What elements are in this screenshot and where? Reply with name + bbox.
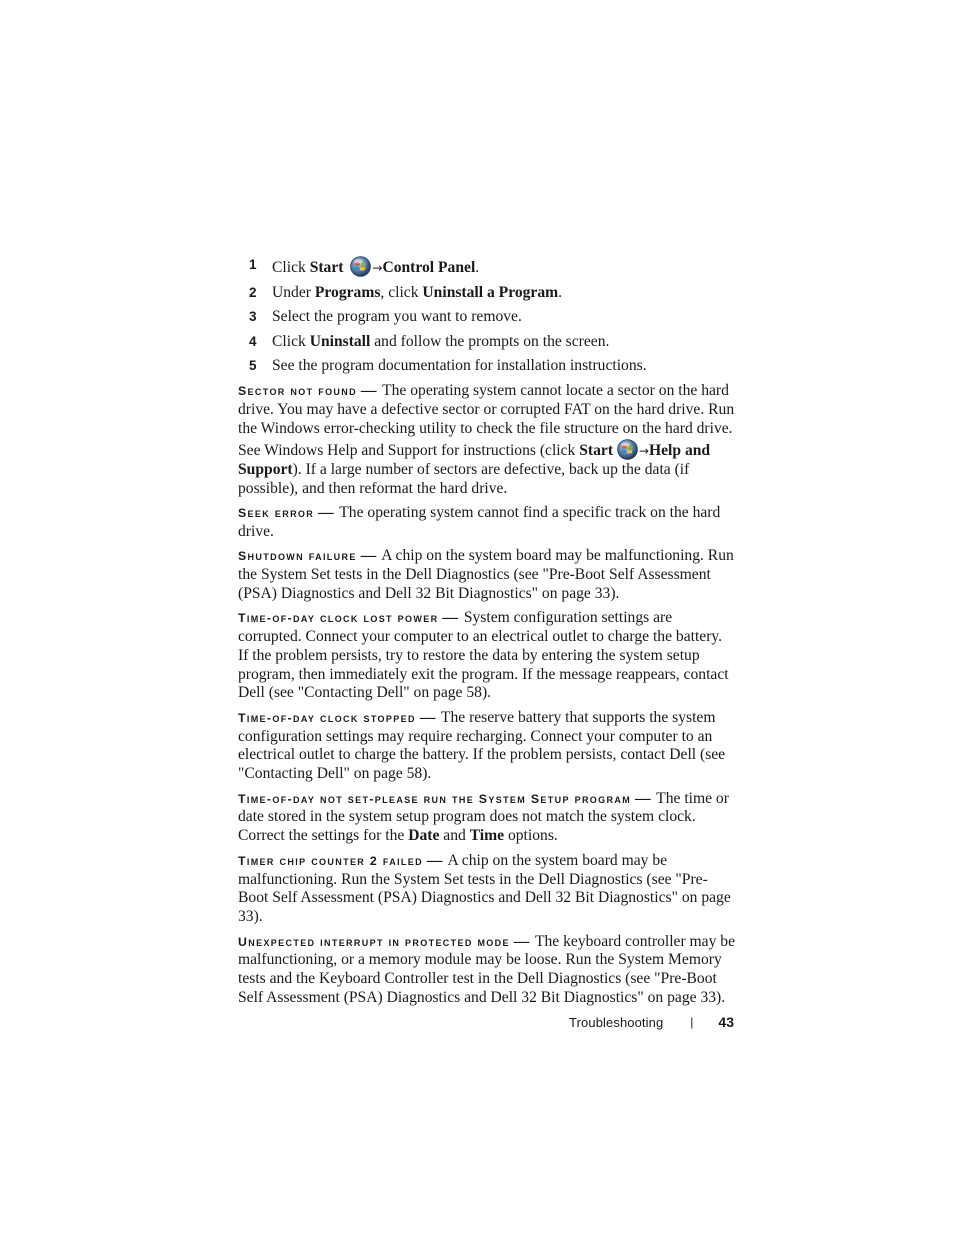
control-panel-label: Control Panel (382, 259, 476, 276)
procedure-steps (238, 256, 736, 376)
em-dash: — (513, 932, 530, 950)
arrow-icon: → (372, 261, 383, 275)
page-footer (569, 1014, 734, 1030)
entry-text: ). If a large number of sectors are defective, back up the data (if possible), and then reformat the hard drive. (238, 460, 690, 497)
entry-text: A chip on the system board may be malfunctioning. Run the System Set tests in the Dell Diagnostics (see "Pre-Boot Self Assessment (PSA) Diagnostics and Dell 32 Bit Diagnostics" on page 33). (238, 546, 734, 602)
step-text: . (558, 283, 563, 301)
em-dash: — (360, 381, 377, 399)
step-text: See the program documentation for installation instructions. (272, 357, 647, 375)
step-number: 4 (249, 333, 257, 349)
step-1 (238, 256, 736, 278)
entry-term: Sector not found (238, 383, 357, 398)
windows-start-orb-icon (617, 439, 638, 460)
footer-separator: | (690, 1015, 694, 1029)
step-text: Click (272, 332, 310, 350)
entry-term: Seek error (238, 505, 315, 520)
step-number: 1 (249, 257, 257, 272)
step-text: . (475, 259, 480, 276)
step-3 (238, 308, 736, 327)
step-5 (238, 357, 736, 376)
entry-text: The reserve battery that supports the system configuration settings may require recharging. Connect your computer to an electrical outlet to charge the battery. If the problem persists, contact Dell (see "Contacting Dell" on page 58). (238, 708, 726, 783)
em-dash: — (318, 503, 334, 521)
entry-text: A chip on the system board may be malfunctioning. Run the System Set tests in the Dell Diagnostics (see "Pre-Boot Self Assessment (PSA) Diagnostics and Dell 32 Bit Diagnostics" on page 33). (238, 851, 731, 926)
entry-term: Timer chip counter 2 failed (238, 853, 423, 868)
entry-unexpected-interrupt (238, 933, 736, 1009)
entry-time-not-set (238, 790, 736, 847)
em-dash: — (442, 608, 458, 626)
programs-label: Programs (314, 283, 381, 301)
step-text: Click (272, 259, 310, 276)
step-number: 5 (249, 358, 257, 374)
entry-clock-lost-power (238, 609, 736, 704)
entry-term: Time-of-day clock stopped (238, 710, 416, 725)
help-and-support-label: Help and Support (238, 441, 711, 478)
time-label: Time (469, 827, 505, 845)
entry-term: Time-of-day not set-please run the System Setup program (238, 791, 632, 806)
step-text: and follow the prompts on the screen. (370, 332, 610, 350)
windows-start-orb-icon (350, 256, 371, 277)
entry-term: Unexpected interrupt in protected mode (238, 934, 510, 949)
step-number: 2 (249, 284, 257, 300)
entry-clock-stopped (238, 709, 736, 785)
footer-section-title: Troubleshooting (569, 1014, 664, 1030)
arrow-icon: → (638, 443, 649, 458)
entry-seek-error (238, 504, 736, 542)
entry-text: The keyboard controller may be malfunctioning, or a memory module may be loose. Run the System Memory tests and the Keyboard Controller test in the Dell Diagnostics (see "Pre-Boot Self Assessment (PSA) Diagnostics and Dell 32 Bit Diagnostics" on page 33). (238, 932, 736, 1007)
entry-term: Shutdown failure (238, 548, 357, 563)
start-label: Start (309, 259, 344, 276)
step-4 (238, 333, 736, 352)
entry-text: and (439, 827, 470, 845)
entry-sector-not-found (238, 382, 736, 498)
entry-term: Time-of-day clock lost power (238, 610, 439, 625)
step-text: Under (272, 283, 315, 301)
entry-text: The operating system cannot find a specific track on the hard drive. (238, 503, 721, 540)
entry-text: The time or date stored in the system setup program does not match the system clock. Correct the settings for the (238, 789, 729, 845)
entry-text: System configuration settings are corrupted. Connect your computer to an electrical outlet to charge the battery. If the problem persists, try to restore the data by entering the system setup program, then immediately exit the program. If the message reappears, contact Dell (see "Contacting Dell" on page 58). (238, 608, 729, 702)
uninstall-label: Uninstall (309, 332, 371, 350)
em-dash: — (419, 708, 436, 726)
page-number: 43 (718, 1014, 734, 1030)
page-content (238, 256, 736, 1013)
step-text: , click (380, 283, 423, 301)
step-number: 3 (249, 309, 257, 325)
step-2 (238, 284, 736, 303)
date-label: Date (408, 827, 440, 845)
uninstall-program-label: Uninstall a Program (422, 283, 559, 301)
em-dash: — (426, 851, 443, 869)
em-dash: — (634, 789, 651, 807)
step-text: Select the program you want to remove. (272, 308, 522, 326)
em-dash: — (360, 546, 377, 564)
entry-text: options. (504, 827, 558, 845)
entry-shutdown-failure (238, 547, 736, 604)
entry-text: The operating system cannot locate a sector on the hard drive. You may have a defective sector or corrupted FAT on the hard drive. Run the Windows error-checking utility to check the file structure on the hard drive. See Windows Help and Support for instructions (click (238, 381, 735, 459)
entry-timer-chip-failed (238, 852, 736, 928)
start-label: Start (579, 441, 614, 459)
